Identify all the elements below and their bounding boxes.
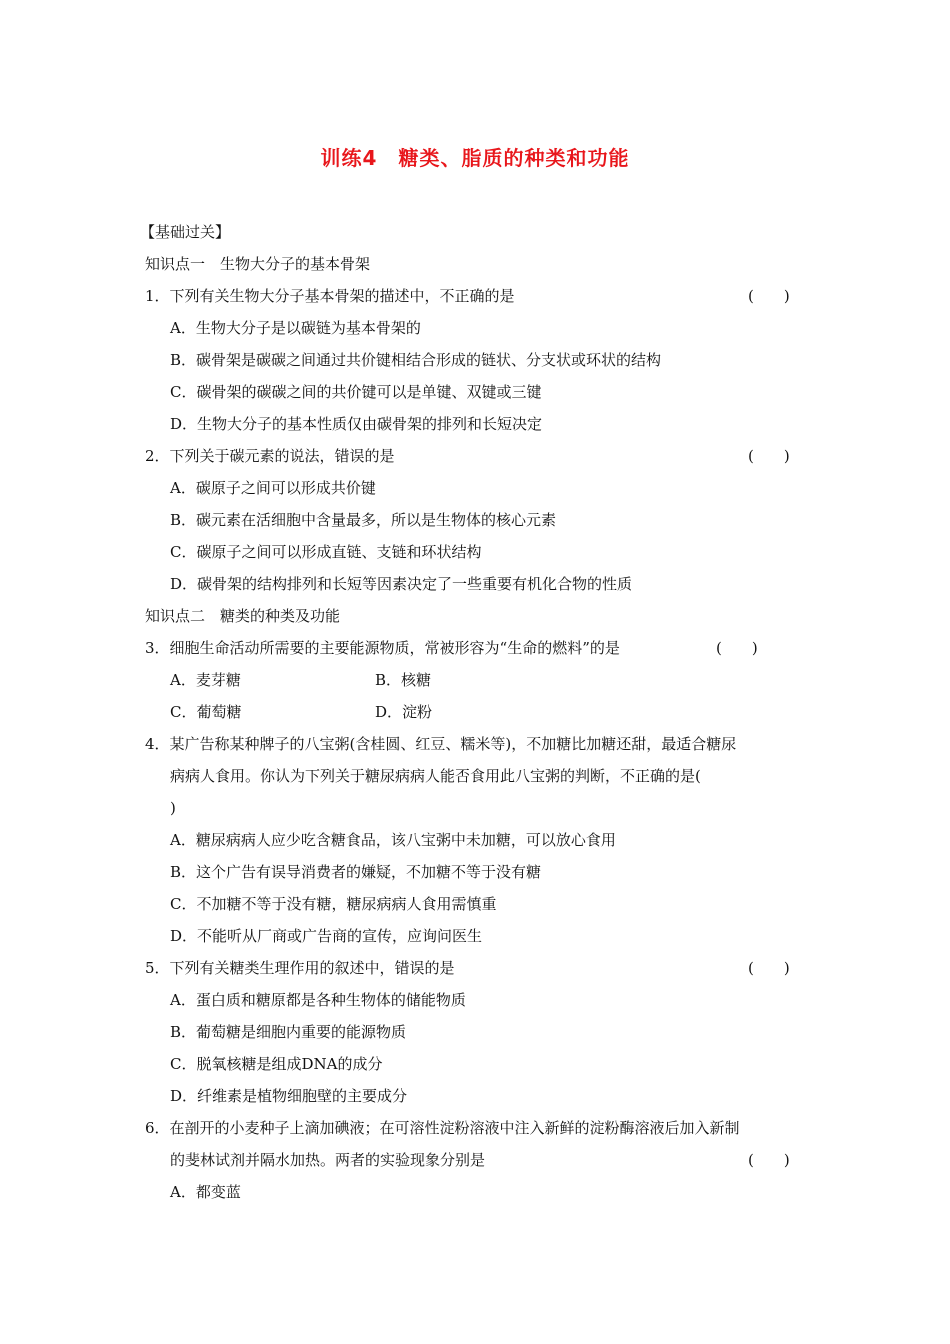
question-2-option-c: C．碳原子之间可以形成直链、支链和环状结构 xyxy=(170,543,482,561)
question-1-answer-blank: ( ) xyxy=(748,287,790,305)
question-1-option-d: D．生物大分子的基本性质仅由碳骨架的排列和长短决定 xyxy=(170,415,543,433)
question-3-option-a: A．麦芽糖 xyxy=(170,671,241,689)
question-5-answer-blank: ( ) xyxy=(748,959,790,977)
question-1-option-c: C．碳骨架的碳碳之间的共价键可以是单键、双键或三键 xyxy=(170,383,542,401)
section-header: 【基础过关】 xyxy=(140,223,231,241)
question-4-option-c: C．不加糖不等于没有糖，糖尿病病人食用需慎重 xyxy=(170,895,497,913)
question-1-option-a: A．生物大分子是以碳链为基本骨架的 xyxy=(170,319,421,337)
question-3-option-c: C．葡萄糖 xyxy=(170,703,242,721)
question-4-option-a: A．糖尿病病人应少吃含糖食品，该八宝粥中未加糖，可以放心食用 xyxy=(170,831,616,849)
question-1-option-b: B．碳骨架是碳碳之间通过共价键相结合形成的链状、分支状或环状的结构 xyxy=(170,351,662,369)
page-title: 训练4 糖类、脂质的种类和功能 xyxy=(320,146,630,170)
knowledge-point-1: 知识点一 生物大分子的基本骨架 xyxy=(145,255,371,273)
question-4-option-b: B．这个广告有误导消费者的嫌疑，不加糖不等于没有糖 xyxy=(170,863,542,881)
question-2-option-a: A．碳原子之间可以形成共价键 xyxy=(170,479,376,497)
question-1-stem: 1．下列有关生物大分子基本骨架的描述中，不正确的是 xyxy=(145,287,515,305)
question-5-option-d: D．纤维素是植物细胞壁的主要成分 xyxy=(170,1087,408,1105)
question-3-answer-blank: ( ) xyxy=(716,639,758,657)
question-2-option-d: D．碳骨架的结构排列和长短等因素决定了一些重要有机化合物的性质 xyxy=(170,575,633,593)
question-4-stem-line-1: 4．某广告称某种牌子的八宝粥(含桂圆、红豆、糯米等)，不加糖比加糖还甜，最适合糖尿 xyxy=(145,735,737,753)
question-4-stem-line-2: 病病人食用。你认为下列关于糖尿病病人能否食用此八宝粥的判断，不正确的是( xyxy=(170,767,701,785)
question-2-answer-blank: ( ) xyxy=(748,447,790,465)
question-5-stem: 5．下列有关糖类生理作用的叙述中，错误的是 xyxy=(145,959,455,977)
question-3-stem: 3．细胞生命活动所需要的主要能源物质，常被形容为“生命的燃料”的是 xyxy=(145,639,620,657)
question-5-option-b: B．葡萄糖是细胞内重要的能源物质 xyxy=(170,1023,407,1041)
question-4-option-d: D．不能听从厂商或广告商的宣传，应询问医生 xyxy=(170,927,483,945)
question-3-option-b: B．核糖 xyxy=(375,671,432,689)
question-5-option-a: A．蛋白质和糖原都是各种生物体的储能物质 xyxy=(170,991,466,1009)
question-4-stem-line-3: ) xyxy=(170,799,176,817)
question-6-answer-blank: ( ) xyxy=(748,1151,790,1169)
question-6-stem-line-2: 的斐林试剂并隔水加热。两者的实验现象分别是 xyxy=(170,1151,486,1169)
knowledge-point-2: 知识点二 糖类的种类及功能 xyxy=(145,607,341,625)
question-2-option-b: B．碳元素在活细胞中含量最多，所以是生物体的核心元素 xyxy=(170,511,557,529)
question-6-option-a: A．都变蓝 xyxy=(170,1183,241,1201)
question-3-option-d: D．淀粉 xyxy=(375,703,433,721)
question-5-option-c: C．脱氧核糖是组成DNA的成分 xyxy=(170,1055,383,1073)
question-2-stem: 2．下列关于碳元素的说法，错误的是 xyxy=(145,447,395,465)
question-6-stem-line-1: 6．在剖开的小麦种子上滴加碘液；在可溶性淀粉溶液中注入新鲜的淀粉酶溶液后加入新制 xyxy=(145,1119,740,1137)
